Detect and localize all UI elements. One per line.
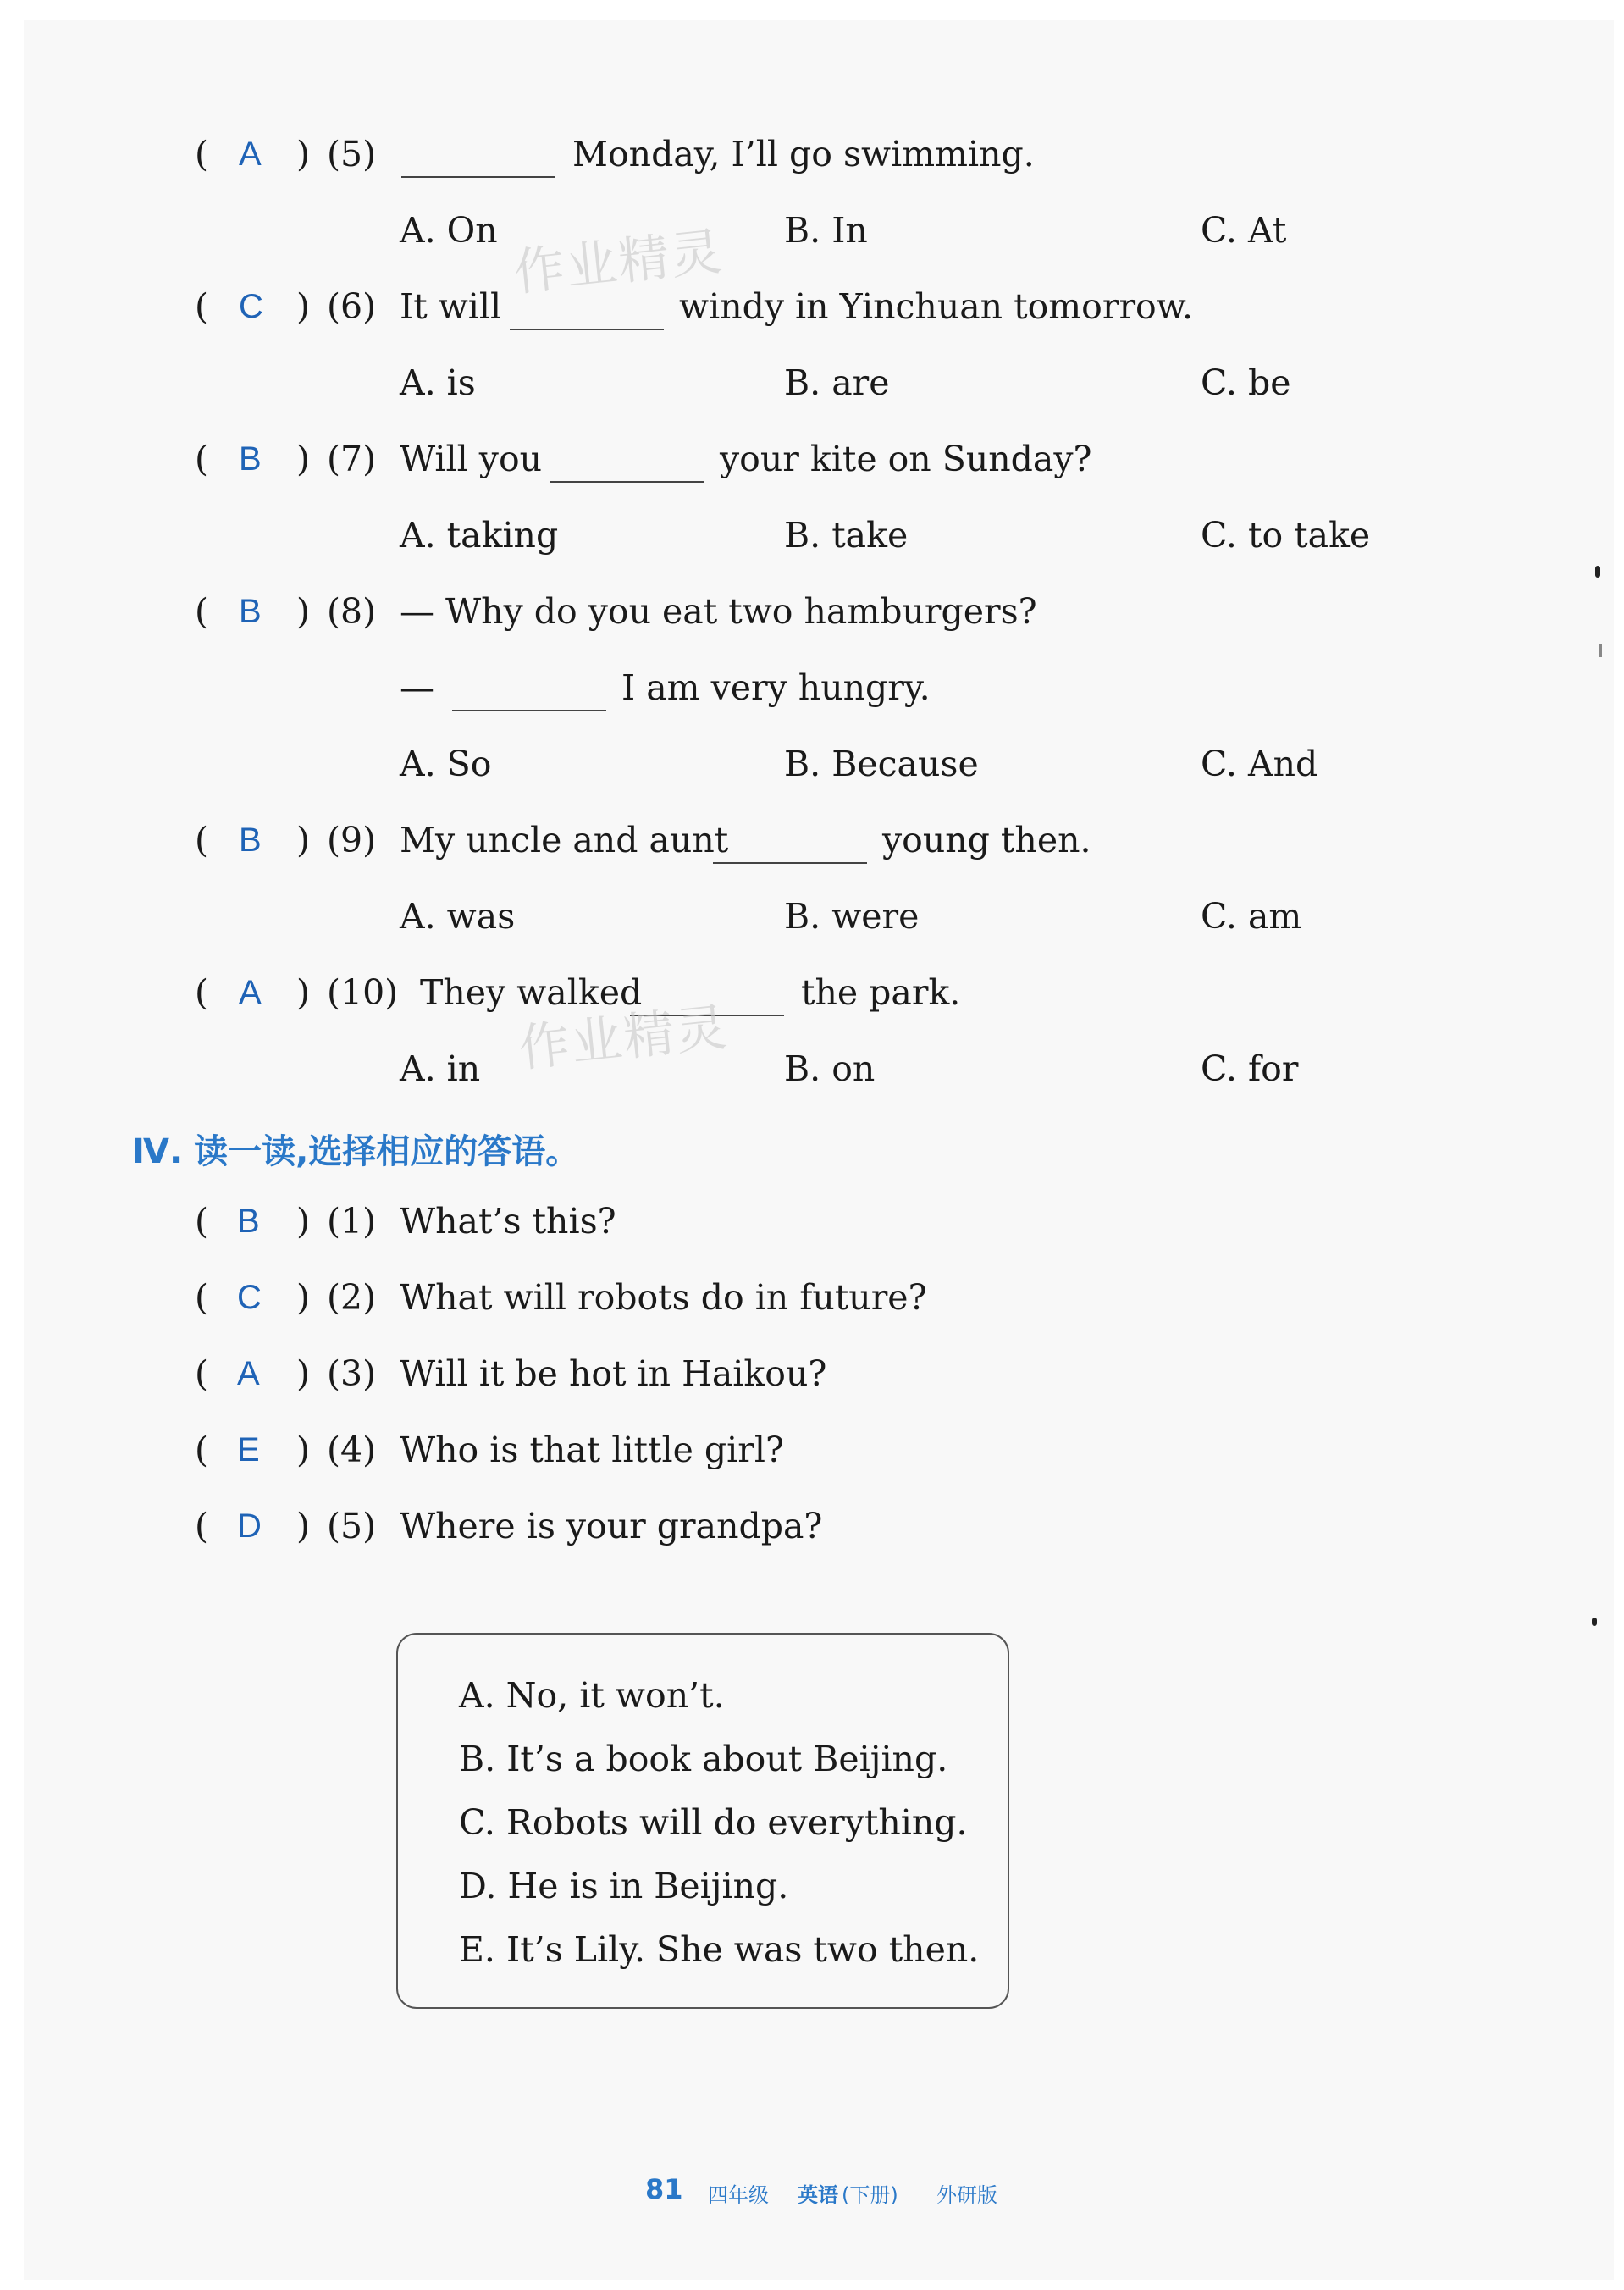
answer-paren: ( [195, 1506, 208, 1546]
option-c: C. am [1201, 896, 1302, 937]
answer-q7: B [239, 440, 262, 478]
answer-q10: A [239, 974, 262, 1011]
question-number: (4) [327, 1430, 377, 1470]
option-c: C. be [1201, 362, 1291, 403]
watermark: 作业精灵 [516, 998, 732, 1079]
option-c: C. to take [1201, 515, 1371, 556]
footer-grade: 四年级 [708, 2183, 769, 2207]
answer-paren: ) [296, 972, 310, 1013]
choice-a: A. No, it won’t. [459, 1675, 725, 1716]
option-a: A. was [400, 896, 516, 937]
answer-q9: B [239, 821, 262, 859]
answer-paren: ) [296, 439, 310, 479]
question-number: (1) [327, 1201, 377, 1242]
answer-p4-q4: E [237, 1431, 260, 1469]
option-a: A. taking [400, 515, 559, 556]
question-text-before: — Why do you eat two hamburgers? [400, 591, 1037, 632]
question-text-before: It will [400, 286, 502, 327]
question-text: Monday, I’ll go swimming. [572, 134, 1035, 174]
section-title: Ⅳ. 读一读,选择相应的答语。 [132, 1132, 580, 1171]
answer-paren: ) [296, 591, 310, 632]
question-number: (9) [327, 820, 377, 860]
question-text: I am very hungry. [621, 667, 931, 708]
question-text: your kite on Sunday? [720, 439, 1092, 479]
question-text: What will robots do in future? [400, 1277, 927, 1318]
answer-paren: ) [296, 286, 310, 327]
blank-line [401, 151, 555, 178]
answer-p4-q5: D [237, 1507, 262, 1545]
question-text: What’s this? [400, 1201, 616, 1242]
option-c: C. for [1201, 1048, 1299, 1089]
blank-line [713, 837, 867, 864]
question-number: (2) [327, 1277, 377, 1318]
answer-paren: ( [195, 1353, 208, 1394]
question-text-before: Will you [400, 439, 543, 479]
choice-b: B. It’s a book about Beijing. [459, 1739, 948, 1779]
option-b: B. take [784, 515, 909, 556]
question-number: (10) [327, 972, 399, 1013]
blank-line [550, 456, 704, 483]
question-text: Where is your grandpa? [400, 1506, 823, 1546]
answer-paren: ( [195, 286, 208, 327]
answer-paren: ) [296, 1430, 310, 1470]
blank-line [452, 684, 606, 711]
option-a: A. So [400, 744, 492, 784]
question-number: (7) [327, 439, 377, 479]
answer-paren: ) [296, 820, 310, 860]
question-text: the park. [801, 972, 961, 1013]
watermark: 作业精灵 [511, 222, 726, 303]
choice-d: D. He is in Beijing. [459, 1866, 789, 1906]
option-a: A. On [400, 210, 498, 251]
answer-paren: ) [296, 1506, 310, 1546]
footer-volume: (下册) [842, 2183, 898, 2207]
footer-edition: 外研版 [936, 2183, 997, 2207]
choice-e: E. It’s Lily. She was two then. [459, 1929, 980, 1970]
option-c: C. At [1201, 210, 1287, 251]
option-c: C. And [1201, 744, 1318, 784]
answer-p4-q1: B [237, 1203, 260, 1240]
answer-paren: ( [195, 439, 208, 479]
answer-q5: A [239, 136, 262, 173]
scan-mark [1599, 644, 1602, 657]
option-b: B. In [784, 210, 868, 251]
question-text: Will it be hot in Haikou? [400, 1353, 827, 1394]
option-a: A. in [400, 1048, 481, 1089]
question-number: (5) [327, 134, 377, 174]
answer-paren: ) [296, 1353, 310, 1394]
answer-p4-q2: C [237, 1279, 262, 1316]
question-number: (3) [327, 1353, 377, 1394]
answer-paren: ) [296, 1201, 310, 1242]
option-b: B. are [784, 362, 890, 403]
question-number: (5) [327, 1506, 377, 1546]
answer-q8: B [239, 593, 262, 630]
answer-p4-q3: A [237, 1355, 260, 1392]
answer-paren: ) [296, 134, 310, 174]
answer-paren: ( [195, 972, 208, 1013]
answer-paren: ( [195, 820, 208, 860]
option-a: A. is [400, 362, 476, 403]
question-text-before: They walked [420, 972, 643, 1013]
page-number: 81 [645, 2173, 683, 2205]
scan-mark [1595, 566, 1600, 578]
answer-paren: ( [195, 1201, 208, 1242]
option-b: B. on [784, 1048, 876, 1089]
option-b: B. were [784, 896, 920, 937]
choice-c: C. Robots will do everything. [459, 1802, 968, 1843]
answer-paren: ) [296, 1277, 310, 1318]
answer-paren: ( [195, 591, 208, 632]
question-text: young then. [882, 820, 1091, 860]
answer-paren: ( [195, 134, 208, 174]
question-text: windy in Yinchuan tomorrow. [679, 286, 1193, 327]
answer-paren: ( [195, 1277, 208, 1318]
footer-subject: 英语 [798, 2183, 838, 2207]
question-number: (8) [327, 591, 377, 632]
answer-paren: ( [195, 1430, 208, 1470]
answer-q6: C [239, 288, 263, 325]
question-text-before: My uncle and aunt [400, 820, 729, 860]
blank-line [510, 303, 664, 330]
question-text: Who is that little girl? [400, 1430, 784, 1470]
option-b: B. Because [784, 744, 979, 784]
dialogue-dash: — [400, 667, 434, 708]
question-number: (6) [327, 286, 377, 327]
scan-mark [1592, 1618, 1597, 1626]
